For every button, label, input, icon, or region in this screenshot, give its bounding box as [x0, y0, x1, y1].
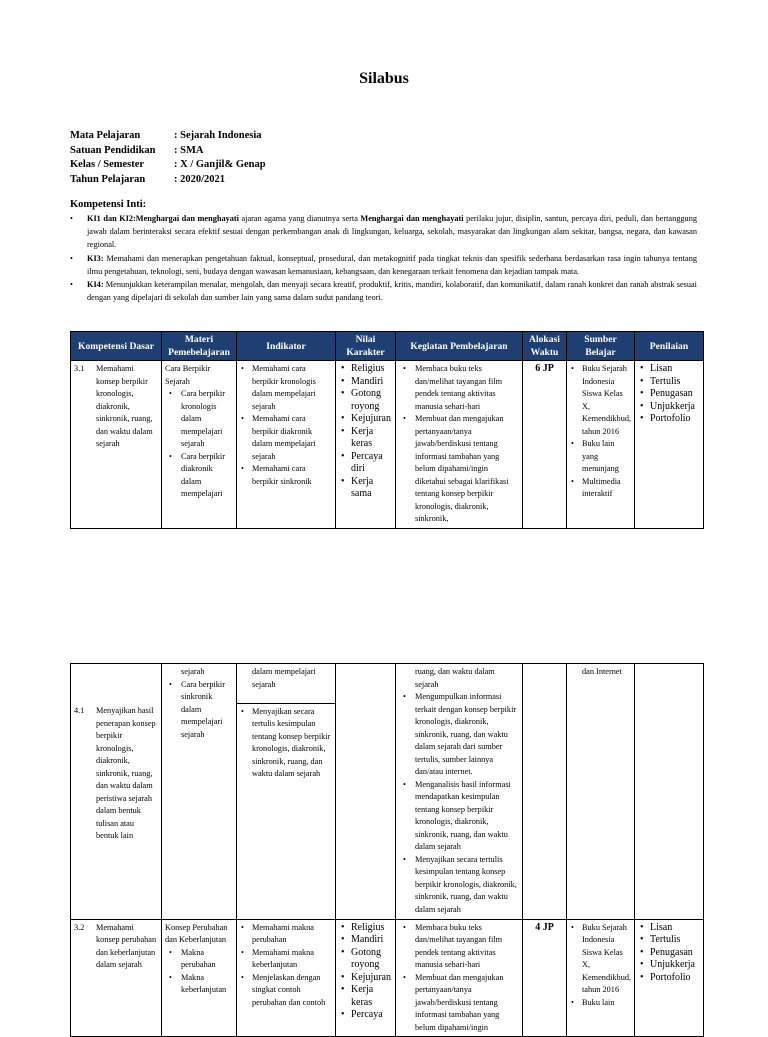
- table-row: [71, 664, 704, 704]
- list-item: • Multimedia interaktif: [570, 476, 631, 501]
- materi-cell: Cara Berpikir Sejarah • Cara berpikir kronologis dalam mempelajari sejarah • Cara berpikir diakronik dalam mempelajari: [162, 361, 237, 529]
- list-item: • Penugasan: [638, 388, 700, 401]
- indikator-cell: dalam mempelajari sejarah: [237, 664, 336, 704]
- header-penilaian: Penilaian: [635, 332, 704, 361]
- list-item: • Buku Sejarah Indonesia Siswa Kelas X, Kemendikbud, tahun 2016: [570, 922, 631, 997]
- indikator-cell: [237, 361, 336, 529]
- list-item: • Membaca buku teks dan/melihat tayangan film pendek tentang aktivitas manusia sehari-hari: [399, 922, 519, 972]
- core-competence-heading: Kompetensi Inti:: [70, 199, 147, 210]
- header-indikator: Indikator: [237, 332, 336, 361]
- header-sumber: Sumber Belajar: [567, 332, 635, 361]
- indikator-cell: [237, 919, 336, 1037]
- info-row-subject: [70, 129, 266, 144]
- list-item: • Portofolio: [638, 413, 700, 426]
- penilaian-cell: [635, 664, 704, 920]
- kd-cell: 3.1 Memahami konsep berpikir kronologis, diakronik, sinkronik, ruang, dan waktu dalam sejarah: [71, 361, 162, 529]
- kd-cell: 3.2 Memahami konsep perubahan dan keberlanjutan dalam sejarah: [71, 919, 162, 1037]
- materi-cell: sejarah • Cara berpikir sinkronik dalam mempelajari sejarah: [162, 664, 237, 920]
- list-item: • Membuat dan mengajukan pertanyaan/tanya jawab/berdiskusi tentang informasi tambahan yang belum dipahami/ingin diketahui sebagai klarifikasi tentang konsep berpikir kronologis, diakronik, sinkronik,: [399, 413, 519, 526]
- list-item: • Kerja keras: [339, 426, 392, 451]
- kegiatan-cell: ruang, dan waktu dalam sejarah • Mengumpulkan informasi terkait dengan konsep berpikir kronologis, diakronik, sinkronik, ruang, dan waktu dalam sejarah dari sumber tertulis, sumber lainnya dan/atau internet. • Menganalisis hasil informasi mendapatkan kesimpulan tentang konsep berpikir kronologis, diakronik, sinkronik, ruang, dan waktu dalam sejarah • Menyajikan secara tertulis kesimpulan tentang konsep berpikir kronologis, diakronik, sinkronik, ruang, dan waktu dalam sejarah: [396, 664, 523, 920]
- list-item: • Membaca buku teks dan/melihat tayangan film pendek tentang aktivitas manusia sehari-hari: [399, 363, 519, 413]
- list-item: • Makna perubahan: [165, 947, 233, 972]
- info-label: Satuan Pendidikan: [70, 144, 156, 156]
- list-item: • Buku lain yang menunjang: [570, 438, 631, 476]
- list-item: • Religius: [339, 922, 392, 935]
- list-item: • Menyajikan secara tertulis kesimpulan tentang konsep berpikir kronologis, diakronik, sinkronik, ruang, dan waktu dalam sejarah: [240, 706, 332, 781]
- list-item: • Tertulis: [638, 934, 700, 947]
- penilaian-cell: [635, 919, 704, 1037]
- list-item: • Tertulis: [638, 376, 700, 389]
- table-row: [71, 919, 704, 1037]
- list-item: • Menjelaskan dengan singkat contoh perubahan dan contoh: [240, 972, 332, 1010]
- list-item: • Cara berpikir sinkronik dalam mempelajari sejarah: [165, 679, 233, 742]
- alokasi-cell: 6 JP: [523, 361, 567, 529]
- list-item: • Memahami cara berpikir sinkronik: [240, 463, 332, 488]
- list-item: • Lisan: [638, 363, 700, 376]
- header-materi: Materi Pemebelajaran: [162, 332, 237, 361]
- list-item: • Lisan: [638, 922, 700, 935]
- header-kegiatan: Kegiatan Pembelajaran: [396, 332, 523, 361]
- header-nilai-karakter: Nilai Karakter: [336, 332, 396, 361]
- list-item: • Penugasan: [638, 947, 700, 960]
- penilaian-cell: [635, 361, 704, 529]
- sumber-cell: [567, 361, 635, 529]
- alokasi-cell: 4 JP: [523, 919, 567, 1037]
- list-item: • Kejujuran: [339, 972, 392, 985]
- kd-cell: 4.1 Menyajikan hasil penerapan konsep berpikir kronologis, diakronik, sinkronik, ruang, dan waktu dalam peristiwa sejarah dalam bentuk tulisan atau bentuk lain: [71, 703, 162, 919]
- list-item: • Religius: [339, 363, 392, 376]
- list-item: • Kejujuran: [339, 413, 392, 426]
- indikator-cell: [237, 703, 336, 919]
- list-item: • Buku Sejarah Indonesia Siswa Kelas X, Kemendikbud, tahun 2016: [570, 363, 631, 438]
- info-value: : SMA: [174, 144, 204, 156]
- ki-item-3: • KI3: Memahami dan menerapkan pengetahuan faktual, konseptual, prosedural, dan metakognitif pada tingkat teknis dan spesifik sederhana berdasarkan rasa ingin tahunya tentang ilmu pengetahuan, teknologi, seni, budaya dengan wawasan kemanusiaan, kebangsaan, dan kenegaraan terkait fenomena dan kejadian tampak mata.: [70, 253, 697, 276]
- info-row-school-level: [70, 144, 266, 159]
- sumber-cell: dan Internet: [567, 664, 635, 920]
- course-info: [70, 129, 266, 187]
- page-title: Silabus: [359, 70, 409, 87]
- info-value: : X / Ganjil& Genap: [174, 159, 266, 170]
- list-item: • Mandiri: [339, 934, 392, 947]
- info-label: Tahun Pelajaran: [70, 173, 146, 185]
- list-item: • Menyajikan secara tertulis kesimpulan tentang konsep berpikir kronologis, diakronik, sinkronik, ruang, dan waktu dalam sejarah: [399, 854, 519, 917]
- syllabus-table-page-1: [70, 331, 704, 529]
- nilai-cell: [336, 919, 396, 1037]
- list-item: • Memahami makna perubahan: [240, 922, 332, 947]
- nilai-cell: [336, 664, 396, 920]
- list-item: • Kerja sama: [339, 476, 392, 501]
- list-item: • Kerja keras: [339, 984, 392, 1009]
- info-label: Mata Pelajaran: [70, 130, 141, 141]
- header-alokasi: Alokasi Waktu: [523, 332, 567, 361]
- list-item: • Memahami makna keberlanjutan: [240, 947, 332, 972]
- info-row-class-semester: [70, 158, 266, 173]
- alokasi-cell: [523, 664, 567, 920]
- list-item: • Mengumpulkan informasi terkait dengan konsep berpikir kronologis, diakronik, sinkronik, ruang, dan waktu dalam sejarah dari sumber tertulis, sumber lainnya dan/atau internet.: [399, 691, 519, 779]
- list-item: • Unjukkerja: [638, 401, 700, 414]
- list-item: • Unjukkerja: [638, 959, 700, 972]
- table-row: [71, 361, 704, 529]
- list-item: • Percaya: [339, 1009, 392, 1022]
- materi-cell: Konsep Perubahan dan Keberlanjutan • Makna perubahan • Makna keberlanjutan: [162, 919, 237, 1037]
- info-row-academic-year: [70, 173, 266, 188]
- header-kompetensi-dasar: Kompetensi Dasar: [71, 332, 162, 361]
- list-item: • Memahami cara berpikir diakronik dalam mempelajari sejarah: [240, 413, 332, 463]
- list-item: • Menganalisis hasil informasi mendapatkan kesimpulan tentang konsep berpikir kronologis, diakronik, sinkronik, ruang, dan waktu dalam sejarah: [399, 779, 519, 854]
- nilai-cell: [336, 361, 396, 529]
- list-item: • Percaya diri: [339, 451, 392, 476]
- list-item: • Makna keberlanjutan: [165, 972, 233, 997]
- info-label: Kelas / Semester: [70, 159, 145, 170]
- list-item: • Gotong royong: [339, 388, 392, 413]
- list-item: • Portofolio: [638, 972, 700, 985]
- info-value: : 2020/2021: [174, 173, 226, 185]
- list-item: • Memahami cara berpikir kronologis dalam mempelajari sejarah: [240, 363, 332, 413]
- sumber-cell: [567, 919, 635, 1037]
- kd-cell: [71, 664, 162, 704]
- syllabus-table-page-2: [70, 663, 704, 1037]
- core-competence-list: [70, 212, 697, 304]
- kegiatan-cell: [396, 361, 523, 529]
- list-item: • Gotong royong: [339, 947, 392, 972]
- kegiatan-cell: [396, 919, 523, 1037]
- table-header-row: [71, 332, 704, 361]
- list-item: • Mandiri: [339, 376, 392, 389]
- list-item: • Membuat dan mengajukan pertanyaan/tanya jawab/berdiskusi tentang informasi tambahan yang belum dipahami/ingin: [399, 972, 519, 1035]
- list-item: • Buku lain: [570, 997, 631, 1010]
- ki-item-1-2: • KI1 dan KI2:Menghargai dan menghayati ajaran agama yang dianutnya serta Menghargai dan menghayati perilaku jujur, disiplin, santun, percaya diri, peduli, dan bertanggung jawab dalam berinteraksi secara efektif sesuai dengan perkembangan anak di lingkungan, keluarga, sekolah, masyarakat dan lingkungan alam sekitar, bangsa, negara, dan kawasan regional.: [70, 214, 697, 250]
- list-item: • Cara berpikir kronologis dalam mempelajari sejarah: [165, 388, 233, 451]
- list-item: • Cara berpikir diakronik dalam mempelajari: [165, 451, 233, 501]
- info-value: : Sejarah Indonesia: [174, 130, 262, 141]
- ki-item-4: • KI4: Menunjukkan keterampilan menalar, mengolah, dan menyaji secara kreatif, produktif, kritis, mandiri, kolaboratif, dan komunikatif, dalam ranah konkret dan ranah abstrak sesuai dengan yang dipelajari di sekolah dan sumber lain yang sama dalam sudut pandang teori.: [70, 280, 697, 303]
